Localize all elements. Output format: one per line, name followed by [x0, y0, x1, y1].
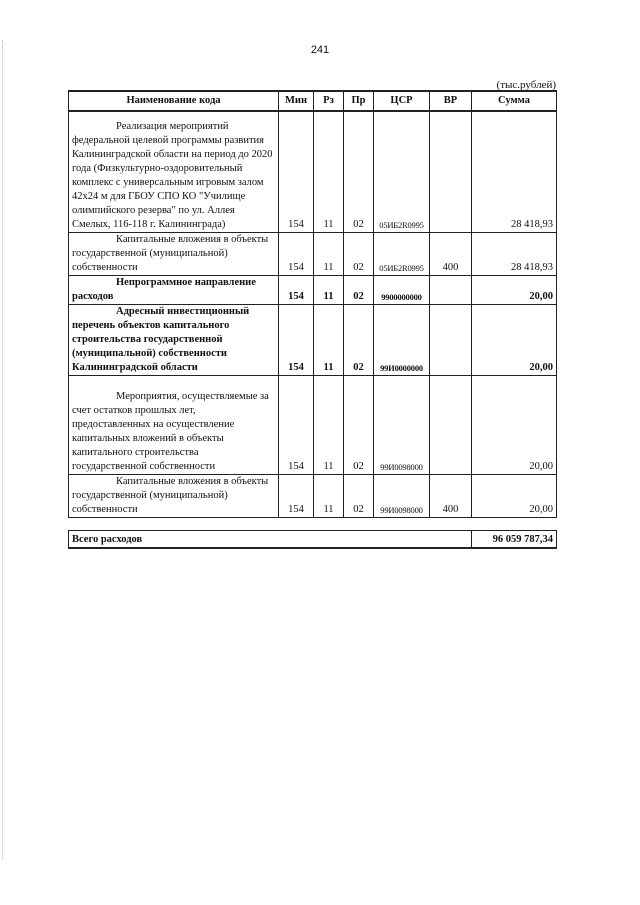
row-csr: 05ИБ2R0995 — [374, 111, 430, 233]
row-pr: 02 — [344, 111, 374, 233]
row-vr: 400 — [430, 475, 472, 518]
row-csr: 99И0098000 — [374, 376, 430, 475]
row-csr: 99И0098000 — [374, 475, 430, 518]
row-rz: 11 — [314, 111, 344, 233]
row-rz: 11 — [314, 305, 344, 376]
row-name: Капитальные вложения в объекты государственной (муниципальной) собственности — [69, 475, 279, 518]
header-sum: Сумма — [472, 91, 557, 111]
table-row — [69, 276, 557, 305]
row-min: 154 — [279, 376, 314, 475]
table-spacer — [69, 518, 557, 531]
total-row — [69, 531, 557, 549]
row-name: Мероприятия, осуществляемые за счет остатков прошлых лет, предоставленных на осуществление капитальных вложений в объекты капитального строительства государственной собственности — [69, 376, 279, 475]
table-row — [69, 233, 557, 276]
row-vr — [430, 376, 472, 475]
row-vr — [430, 305, 472, 376]
row-rz: 11 — [314, 376, 344, 475]
row-min: 154 — [279, 233, 314, 276]
row-sum: 20,00 — [472, 276, 557, 305]
row-pr: 02 — [344, 276, 374, 305]
row-pr: 02 — [344, 233, 374, 276]
table-row — [69, 305, 557, 376]
row-csr: 05ИБ2R0995 — [374, 233, 430, 276]
row-vr — [430, 111, 472, 233]
total-sum: 96 059 787,34 — [472, 531, 557, 549]
row-rz: 11 — [314, 276, 344, 305]
row-sum: 20,00 — [472, 475, 557, 518]
row-csr: 99И0000000 — [374, 305, 430, 376]
row-name: Адресный инвестиционный перечень объектов капитального строительства государственной (муниципальной) собственности Калининградской области — [69, 305, 279, 376]
header-name: Наименование кода — [69, 91, 279, 111]
row-min: 154 — [279, 111, 314, 233]
row-name: Непрограммное направление расходов — [69, 276, 279, 305]
row-min: 154 — [279, 276, 314, 305]
spacer-cell — [69, 518, 557, 531]
table-row — [69, 376, 557, 475]
header-vr: ВР — [430, 91, 472, 111]
header-rz: Рз — [314, 91, 344, 111]
unit-note: (тыс.рублей) — [496, 79, 556, 91]
total-label: Всего расходов — [69, 531, 472, 549]
row-pr: 02 — [344, 475, 374, 518]
binding-edge — [2, 40, 4, 860]
row-sum: 20,00 — [472, 305, 557, 376]
page-number: 241 — [310, 44, 330, 56]
row-name: Капитальные вложения в объекты государственной (муниципальной) собственности — [69, 233, 279, 276]
row-csr: 9900000000 — [374, 276, 430, 305]
row-min: 154 — [279, 475, 314, 518]
row-sum: 28 418,93 — [472, 233, 557, 276]
header-pr: Пр — [344, 91, 374, 111]
table-header-row — [69, 91, 557, 111]
header-csr: ЦСР — [374, 91, 430, 111]
row-vr: 400 — [430, 233, 472, 276]
row-pr: 02 — [344, 376, 374, 475]
row-vr — [430, 276, 472, 305]
table-row — [69, 475, 557, 518]
row-rz: 11 — [314, 475, 344, 518]
budget-table — [68, 90, 557, 549]
table-row — [69, 111, 557, 233]
row-sum: 20,00 — [472, 376, 557, 475]
row-rz: 11 — [314, 233, 344, 276]
row-sum: 28 418,93 — [472, 111, 557, 233]
header-min: Мин — [279, 91, 314, 111]
row-name: Реализация мероприятий федеральной целевой программы развития Калининградской области на период до 2020 года (Физкультурно-оздоровительный комплекс с универсальным игровым залом 42х24 м для ГБОУ СПО КО "Училище олимпийского резерва" по ул. Аллея Смелых, 116-118 г. Калининграда) — [69, 111, 279, 233]
row-pr: 02 — [344, 305, 374, 376]
row-min: 154 — [279, 305, 314, 376]
